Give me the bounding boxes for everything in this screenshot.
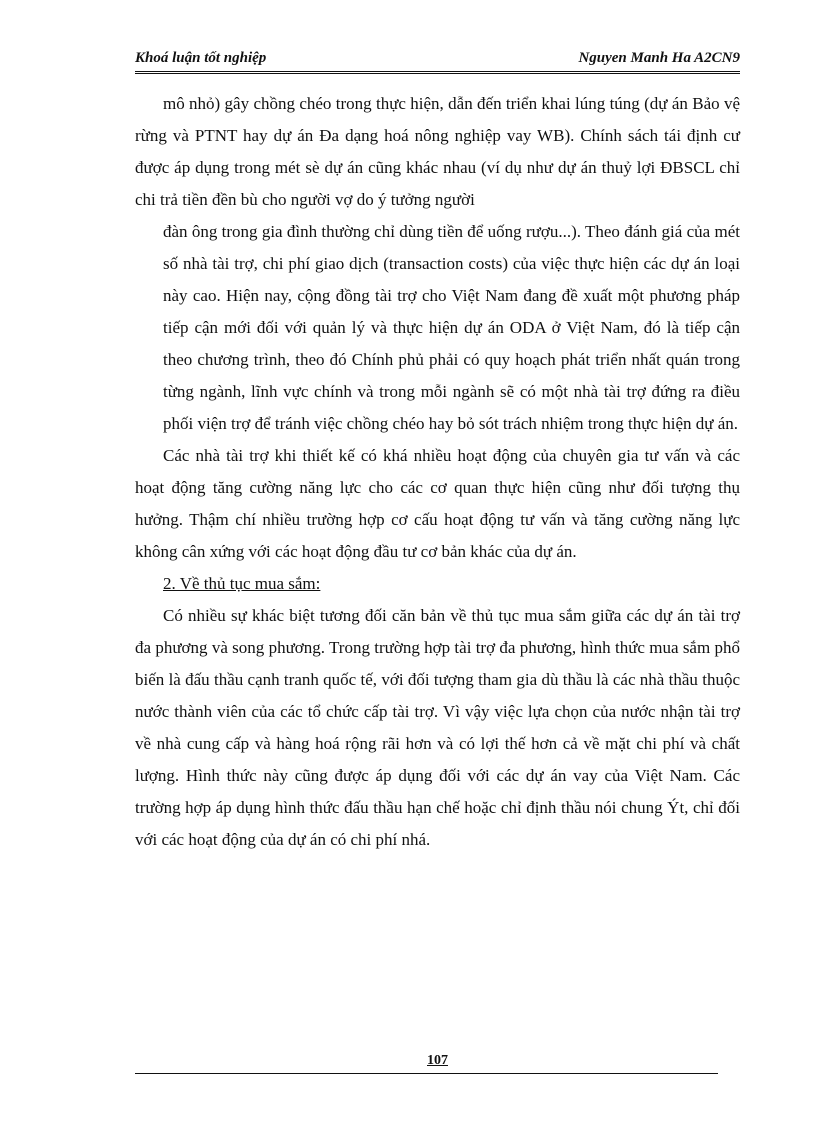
header-author: Nguyen Manh Ha A2CN9	[578, 50, 740, 66]
page-body	[135, 88, 740, 856]
header-thesis-title: Khoá luận tốt nghiệp	[135, 50, 267, 66]
page-header	[135, 50, 740, 72]
paragraph-3: Các nhà tài trợ khi thiết kế có khá nhiều hoạt động của chuyên gia tư vấn và các hoạt động tăng cường năng lực cho các cơ quan thực hiện cũng như đối tượng thụ hưởng. Thậm chí nhiều trường hợp cơ cấu hoạt động tư vấn và tăng cường năng lực không cân xứng với các hoạt động đầu tư cơ bản khác của dự án.	[135, 446, 740, 561]
section-heading: 2. Về thủ tục mua sắm:	[163, 574, 321, 593]
footer-rule	[135, 1073, 718, 1074]
paragraph-4: Có nhiều sự khác biệt tương đối căn bản về thủ tục mua sắm giữa các dự án tài trợ đa phương và song phương. Trong trường hợp tài trợ đa phương, hình thức mua sắm phổ biến là đấu thầu cạnh tranh quốc tế, với đối tượng tham gia dù thầu là các nhà thầu thuộc nước thành viên của các tổ chức cấp tài trợ. Vì vậy việc lựa chọn của nước nhận tài trợ về nhà cung cấp và hàng hoá rộng rãi hơn và có lợi thế hơn cả về mặt chi phí và chất lượng. Hình thức này cũng được áp dụng đối với các dự án vay của Việt Nam. Các trường hợp áp dụng hình thức đấu thầu hạn chế hoặc chỉ định thầu nói chung Ýt, chỉ đối với các hoạt động của dự án có chi phí nhá.	[135, 606, 740, 849]
page-number: 107	[427, 1053, 448, 1068]
paragraph-2: đàn ông trong gia đình thường chỉ dùng tiền để uống rượu...). Theo đánh giá của mét số nhà tài trợ, chi phí giao dịch (transaction costs) của việc thực hiện các dự án loại này cao. Hiện nay, cộng đồng tài trợ cho Việt Nam đang đề xuất một phương pháp tiếp cận mới đối với quản lý và thực hiện dự án ODA ở Việt Nam, đó là tiếp cận theo chương trình, theo đó Chính phủ phải có quy hoạch phát triển nhất quán trong từng ngành, lĩnh vực chính và trong mỗi ngành sẽ có một nhà tài trợ đứng ra điều phối viện trợ để tránh việc chồng chéo hay bỏ sót trách nhiệm trong thực hiện dự án.	[163, 222, 740, 433]
paragraph-1: mô nhỏ) gây chồng chéo trong thực hiện, dẫn đến triển khai lúng túng (dự án Bảo vệ rừng và PTNT hay dự án Đa dạng hoá nông nghiệp vay WB). Chính sách tái định cư được áp dụng trong mét sè dự án cũng khác nhau (ví dụ như dự án thuỷ lợi ĐBSCL chỉ chi trả tiền đền bù cho người vợ do ý tưởng người	[135, 94, 740, 209]
header-rule	[135, 71, 740, 74]
